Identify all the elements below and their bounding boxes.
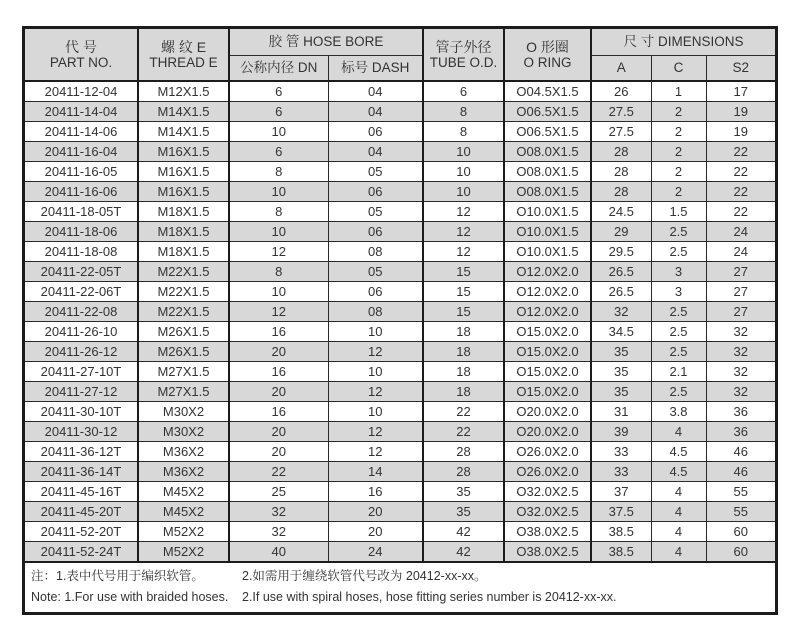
cell-dn: 16 — [229, 321, 328, 341]
cell-part-no: 20411-36-12T — [25, 441, 138, 461]
table-body — [25, 81, 775, 561]
cell-dim-a: 28 — [591, 141, 651, 161]
cell-thread-e: M16X1.5 — [138, 141, 229, 161]
cell-dim-a: 38.5 — [591, 541, 651, 561]
cell-dim-s2: 27 — [706, 281, 775, 301]
col-header-o-ring — [504, 29, 591, 81]
cell-dim-a: 37.5 — [591, 501, 651, 521]
cell-dim-s2: 55 — [706, 501, 775, 521]
cell-o-ring: O38.0X2.5 — [504, 541, 591, 561]
cell-dash: 10 — [328, 401, 423, 421]
cell-dim-a: 26.5 — [591, 281, 651, 301]
cell-tube-od: 12 — [423, 201, 504, 221]
table-row — [25, 421, 775, 441]
cell-dim-s2: 60 — [706, 541, 775, 561]
cell-o-ring: O15.0X2.0 — [504, 381, 591, 401]
cell-dash: 14 — [328, 461, 423, 481]
cell-dim-c: 4 — [651, 421, 706, 441]
cell-thread-e: M30X2 — [138, 401, 229, 421]
cell-o-ring: O08.0X1.5 — [504, 141, 591, 161]
cell-tube-od: 35 — [423, 501, 504, 521]
table-row — [25, 141, 775, 161]
cell-dn: 10 — [229, 121, 328, 141]
cell-tube-od: 12 — [423, 241, 504, 261]
cell-dim-s2: 32 — [706, 381, 775, 401]
cell-part-no: 20411-18-06 — [25, 221, 138, 241]
cell-dim-s2: 22 — [706, 161, 775, 181]
cell-dash: 08 — [328, 301, 423, 321]
cell-dim-s2: 22 — [706, 201, 775, 221]
cell-o-ring: O12.0X2.0 — [504, 281, 591, 301]
cell-o-ring: O26.0X2.0 — [504, 461, 591, 481]
cell-dn: 8 — [229, 261, 328, 281]
cell-dim-c: 3 — [651, 281, 706, 301]
note-en-2: 2.If use with spiral hoses, hose fitting series number is 20412-xx-xx. — [242, 590, 617, 604]
cell-part-no: 20411-52-24T — [25, 541, 138, 561]
cell-dim-a: 27.5 — [591, 101, 651, 121]
cell-dim-c: 2 — [651, 141, 706, 161]
cell-dim-s2: 60 — [706, 521, 775, 541]
cell-thread-e: M22X1.5 — [138, 301, 229, 321]
cell-thread-e: M45X2 — [138, 501, 229, 521]
cell-dn: 10 — [229, 221, 328, 241]
cell-o-ring: O15.0X2.0 — [504, 341, 591, 361]
col-header-tube-od-en: TUBE O.D. — [429, 54, 498, 70]
cell-part-no: 20411-30-10T — [25, 401, 138, 421]
cell-dim-a: 29.5 — [591, 241, 651, 261]
cell-dn: 8 — [229, 201, 328, 221]
cell-tube-od: 18 — [423, 361, 504, 381]
table-row — [25, 541, 775, 561]
table-row — [25, 161, 775, 181]
cell-dim-c: 4 — [651, 541, 706, 561]
cell-tube-od: 18 — [423, 381, 504, 401]
table-row — [25, 501, 775, 521]
col-header-dn: 公称内径 DN — [229, 55, 328, 81]
cell-dn: 12 — [229, 241, 328, 261]
cell-dim-a: 29 — [591, 221, 651, 241]
cell-dim-a: 32 — [591, 301, 651, 321]
cell-part-no: 20411-22-05T — [25, 261, 138, 281]
cell-dim-a: 37 — [591, 481, 651, 501]
cell-dash: 06 — [328, 181, 423, 201]
cell-thread-e: M16X1.5 — [138, 161, 229, 181]
cell-o-ring: O06.5X1.5 — [504, 121, 591, 141]
table-row — [25, 121, 775, 141]
cell-dim-c: 4 — [651, 481, 706, 501]
table-row — [25, 481, 775, 501]
cell-dn: 16 — [229, 401, 328, 421]
col-header-o-ring-zh: O 形圈 — [526, 38, 569, 55]
cell-tube-od: 42 — [423, 541, 504, 561]
cell-thread-e: M14X1.5 — [138, 121, 229, 141]
table-row — [25, 401, 775, 421]
cell-thread-e: M27X1.5 — [138, 361, 229, 381]
cell-dim-c: 4 — [651, 501, 706, 521]
cell-o-ring: O04.5X1.5 — [504, 81, 591, 101]
note-en-1: Note: 1.For use with braided hoses. — [31, 590, 229, 604]
cell-part-no: 20411-45-16T — [25, 481, 138, 501]
cell-dn: 20 — [229, 441, 328, 461]
cell-dn: 20 — [229, 381, 328, 401]
cell-tube-od: 8 — [423, 101, 504, 121]
col-header-tube-od-zh: 管子外径 — [435, 38, 492, 55]
cell-tube-od: 42 — [423, 521, 504, 541]
cell-dash: 04 — [328, 141, 423, 161]
cell-part-no: 20411-27-12 — [25, 381, 138, 401]
cell-dim-c: 2 — [651, 181, 706, 201]
cell-dash: 05 — [328, 261, 423, 281]
cell-dash: 08 — [328, 241, 423, 261]
cell-dim-c: 4.5 — [651, 441, 706, 461]
cell-dn: 12 — [229, 301, 328, 321]
cell-o-ring: O06.5X1.5 — [504, 101, 591, 121]
cell-dn: 10 — [229, 281, 328, 301]
cell-dash: 20 — [328, 521, 423, 541]
cell-dim-s2: 55 — [706, 481, 775, 501]
cell-thread-e: M14X1.5 — [138, 101, 229, 121]
cell-part-no: 20411-16-05 — [25, 161, 138, 181]
cell-dim-c: 1 — [651, 81, 706, 101]
cell-dash: 12 — [328, 421, 423, 441]
cell-dn: 32 — [229, 501, 328, 521]
cell-dim-c: 2.5 — [651, 301, 706, 321]
cell-dim-c: 2.5 — [651, 381, 706, 401]
cell-dim-c: 2.5 — [651, 221, 706, 241]
cell-dash: 06 — [328, 121, 423, 141]
cell-dn: 40 — [229, 541, 328, 561]
cell-o-ring: O38.0X2.5 — [504, 521, 591, 541]
col-header-part-no-en: PART NO. — [49, 54, 113, 70]
cell-tube-od: 10 — [423, 181, 504, 201]
cell-dim-s2: 36 — [706, 401, 775, 421]
cell-dim-s2: 22 — [706, 181, 775, 201]
cell-dn: 6 — [229, 81, 328, 101]
cell-o-ring: O12.0X2.0 — [504, 261, 591, 281]
col-header-thread-e-zh: 螺 纹 E — [160, 38, 207, 55]
cell-thread-e: M22X1.5 — [138, 261, 229, 281]
cell-o-ring: O20.0X2.0 — [504, 421, 591, 441]
cell-dim-c: 2.5 — [651, 321, 706, 341]
cell-part-no: 20411-45-20T — [25, 501, 138, 521]
cell-dim-s2: 46 — [706, 461, 775, 481]
cell-o-ring: O10.0X1.5 — [504, 221, 591, 241]
cell-tube-od: 8 — [423, 121, 504, 141]
cell-part-no: 20411-12-04 — [25, 81, 138, 101]
col-header-part-no — [25, 29, 138, 81]
cell-part-no: 20411-16-06 — [25, 181, 138, 201]
cell-dim-c: 2.5 — [651, 341, 706, 361]
cell-thread-e: M18X1.5 — [138, 221, 229, 241]
cell-o-ring: O32.0X2.5 — [504, 481, 591, 501]
cell-dim-c: 3 — [651, 261, 706, 281]
cell-part-no: 20411-22-06T — [25, 281, 138, 301]
cell-dim-c: 4.5 — [651, 461, 706, 481]
table-row — [25, 321, 775, 341]
col-header-dim-a: A — [591, 55, 651, 81]
cell-dim-s2: 46 — [706, 441, 775, 461]
cell-tube-od: 10 — [423, 161, 504, 181]
cell-dim-a: 27.5 — [591, 121, 651, 141]
col-header-part-no-zh: 代 号 — [65, 38, 97, 55]
cell-thread-e: M22X1.5 — [138, 281, 229, 301]
cell-dim-c: 2 — [651, 121, 706, 141]
table-row — [25, 341, 775, 361]
col-header-dash: 标号 DASH — [328, 55, 423, 81]
cell-dim-s2: 19 — [706, 101, 775, 121]
cell-thread-e: M12X1.5 — [138, 81, 229, 101]
spec-table-box — [22, 26, 778, 615]
table-row — [25, 281, 775, 301]
cell-dim-s2: 27 — [706, 261, 775, 281]
cell-dash: 20 — [328, 501, 423, 521]
cell-dim-s2: 17 — [706, 81, 775, 101]
cell-o-ring: O15.0X2.0 — [504, 361, 591, 381]
cell-dim-c: 2 — [651, 161, 706, 181]
col-header-tube-od — [423, 29, 504, 81]
cell-dash: 06 — [328, 281, 423, 301]
hose-fitting-spec-table — [25, 29, 775, 561]
cell-dn: 25 — [229, 481, 328, 501]
cell-o-ring: O12.0X2.0 — [504, 301, 591, 321]
col-header-thread-e — [138, 29, 229, 81]
cell-dim-a: 26.5 — [591, 261, 651, 281]
cell-dn: 8 — [229, 161, 328, 181]
cell-dim-s2: 32 — [706, 321, 775, 341]
cell-thread-e: M18X1.5 — [138, 201, 229, 221]
cell-part-no: 20411-16-04 — [25, 141, 138, 161]
table-row — [25, 521, 775, 541]
cell-o-ring: O15.0X2.0 — [504, 321, 591, 341]
cell-dim-c: 2.5 — [651, 241, 706, 261]
cell-dash: 05 — [328, 161, 423, 181]
cell-o-ring: O32.0X2.5 — [504, 501, 591, 521]
cell-thread-e: M16X1.5 — [138, 181, 229, 201]
cell-tube-od: 28 — [423, 461, 504, 481]
cell-part-no: 20411-26-10 — [25, 321, 138, 341]
cell-thread-e: M26X1.5 — [138, 321, 229, 341]
cell-tube-od: 12 — [423, 221, 504, 241]
cell-part-no: 20411-14-04 — [25, 101, 138, 121]
cell-dim-a: 38.5 — [591, 521, 651, 541]
cell-part-no: 20411-14-06 — [25, 121, 138, 141]
cell-tube-od: 10 — [423, 141, 504, 161]
cell-thread-e: M36X2 — [138, 461, 229, 481]
cell-dn: 32 — [229, 521, 328, 541]
cell-dim-a: 35 — [591, 341, 651, 361]
cell-dim-s2: 32 — [706, 341, 775, 361]
cell-o-ring: O08.0X1.5 — [504, 181, 591, 201]
cell-tube-od: 18 — [423, 321, 504, 341]
col-header-dim-s2: S2 — [706, 55, 775, 81]
cell-o-ring: O08.0X1.5 — [504, 161, 591, 181]
cell-dash: 24 — [328, 541, 423, 561]
table-row — [25, 381, 775, 401]
table-row — [25, 301, 775, 321]
cell-dim-a: 35 — [591, 381, 651, 401]
cell-part-no: 20411-30-12 — [25, 421, 138, 441]
col-header-dimensions-group: 尺 寸 DIMENSIONS — [591, 29, 775, 55]
cell-dash: 12 — [328, 381, 423, 401]
cell-tube-od: 15 — [423, 281, 504, 301]
cell-dim-s2: 24 — [706, 241, 775, 261]
cell-dim-s2: 32 — [706, 361, 775, 381]
cell-tube-od: 22 — [423, 421, 504, 441]
cell-thread-e: M52X2 — [138, 521, 229, 541]
table-row — [25, 261, 775, 281]
cell-dim-a: 28 — [591, 161, 651, 181]
cell-tube-od: 22 — [423, 401, 504, 421]
cell-thread-e: M18X1.5 — [138, 241, 229, 261]
cell-dim-a: 39 — [591, 421, 651, 441]
cell-tube-od: 6 — [423, 81, 504, 101]
cell-thread-e: M45X2 — [138, 481, 229, 501]
cell-dim-c: 4 — [651, 521, 706, 541]
cell-dash: 04 — [328, 81, 423, 101]
cell-thread-e: M26X1.5 — [138, 341, 229, 361]
cell-dim-a: 34.5 — [591, 321, 651, 341]
cell-part-no: 20411-27-10T — [25, 361, 138, 381]
table-row — [25, 221, 775, 241]
cell-tube-od: 35 — [423, 481, 504, 501]
cell-dim-a: 31 — [591, 401, 651, 421]
cell-part-no: 20411-26-12 — [25, 341, 138, 361]
cell-o-ring: O20.0X2.0 — [504, 401, 591, 421]
table-row — [25, 201, 775, 221]
cell-dash: 10 — [328, 361, 423, 381]
cell-part-no: 20411-22-08 — [25, 301, 138, 321]
table-row — [25, 241, 775, 261]
cell-dim-a: 28 — [591, 181, 651, 201]
cell-part-no: 20411-18-08 — [25, 241, 138, 261]
cell-dim-s2: 27 — [706, 301, 775, 321]
cell-dash: 12 — [328, 341, 423, 361]
cell-dim-s2: 19 — [706, 121, 775, 141]
table-row — [25, 81, 775, 101]
cell-thread-e: M30X2 — [138, 421, 229, 441]
cell-tube-od: 15 — [423, 301, 504, 321]
cell-dim-a: 33 — [591, 441, 651, 461]
cell-tube-od: 18 — [423, 341, 504, 361]
cell-dim-c: 1.5 — [651, 201, 706, 221]
cell-dim-s2: 22 — [706, 141, 775, 161]
cell-dash: 04 — [328, 101, 423, 121]
cell-thread-e: M36X2 — [138, 441, 229, 461]
cell-dim-c: 3.8 — [651, 401, 706, 421]
cell-dim-c: 2.1 — [651, 361, 706, 381]
col-header-hose-bore-group: 胶 管 HOSE BORE — [229, 29, 423, 55]
table-row — [25, 101, 775, 121]
cell-dn: 6 — [229, 141, 328, 161]
cell-dn: 22 — [229, 461, 328, 481]
cell-dim-a: 26 — [591, 81, 651, 101]
cell-dash: 12 — [328, 441, 423, 461]
cell-o-ring: O26.0X2.0 — [504, 441, 591, 461]
table-row — [25, 181, 775, 201]
table-header — [25, 29, 775, 81]
cell-dim-a: 35 — [591, 361, 651, 381]
cell-dn: 16 — [229, 361, 328, 381]
cell-o-ring: O10.0X1.5 — [504, 241, 591, 261]
cell-tube-od: 28 — [423, 441, 504, 461]
cell-dn: 20 — [229, 341, 328, 361]
col-header-dim-c: C — [651, 55, 706, 81]
col-header-thread-e-en: THREAD E — [149, 54, 218, 70]
note-zh-2: 2.如需用于缠绕软管代号改为 20412-xx-xx。 — [242, 569, 487, 583]
cell-part-no: 20411-52-20T — [25, 521, 138, 541]
col-header-o-ring-en: O RING — [523, 54, 572, 70]
table-row — [25, 361, 775, 381]
cell-dim-s2: 24 — [706, 221, 775, 241]
footnotes — [25, 561, 775, 612]
cell-dash: 16 — [328, 481, 423, 501]
cell-o-ring: O10.0X1.5 — [504, 201, 591, 221]
cell-thread-e: M52X2 — [138, 541, 229, 561]
cell-dn: 6 — [229, 101, 328, 121]
cell-dn: 10 — [229, 181, 328, 201]
cell-dash: 05 — [328, 201, 423, 221]
note-zh-1: 注：1.表中代号用于编织软管。 — [31, 569, 204, 583]
cell-part-no: 20411-18-05T — [25, 201, 138, 221]
cell-dim-s2: 36 — [706, 421, 775, 441]
table-row — [25, 441, 775, 461]
cell-part-no: 20411-36-14T — [25, 461, 138, 481]
cell-dim-c: 2 — [651, 101, 706, 121]
cell-dim-a: 33 — [591, 461, 651, 481]
cell-dash: 06 — [328, 221, 423, 241]
table-row — [25, 461, 775, 481]
cell-dn: 20 — [229, 421, 328, 441]
cell-thread-e: M27X1.5 — [138, 381, 229, 401]
cell-dash: 10 — [328, 321, 423, 341]
cell-dim-a: 24.5 — [591, 201, 651, 221]
cell-tube-od: 15 — [423, 261, 504, 281]
